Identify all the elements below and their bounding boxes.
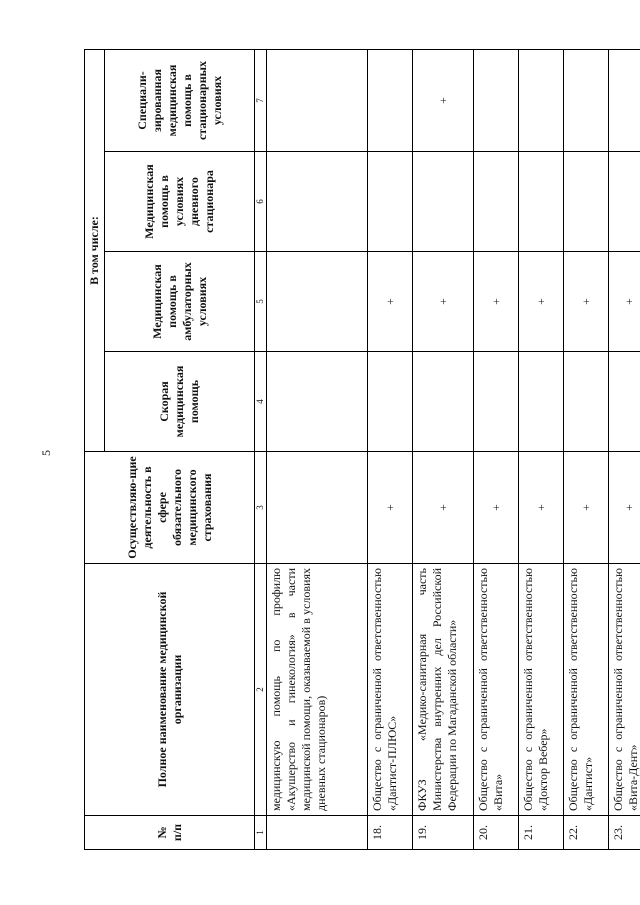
header-emergency: Скорая медицинская помощь (105, 352, 255, 452)
column-number: 1 (255, 816, 267, 850)
oms-mark: + (519, 452, 564, 564)
oms-mark: + (368, 452, 413, 564)
column-number: 4 (255, 352, 267, 452)
table-row (519, 50, 564, 850)
day-stay-mark (413, 152, 474, 252)
column-number: 3 (255, 452, 267, 564)
organization-name: медицинскую помощь по профилю «Акушерство и гинекология» в части медицинской помощи, оказываемой в условиях дневных стационаров) (267, 564, 368, 816)
day-stay-mark (368, 152, 413, 252)
specialized-mark (564, 50, 609, 152)
oms-mark: + (564, 452, 609, 564)
header-day-stay: Медицинская помощь в условиях дневного стационара (105, 152, 255, 252)
ambulatory-mark: + (564, 252, 609, 352)
header-group-including: В том числе: (85, 50, 105, 452)
row-number: 18. (368, 816, 413, 850)
ambulatory-mark: + (474, 252, 519, 352)
ambulatory-mark (267, 252, 368, 352)
emergency-mark (609, 352, 640, 452)
day-stay-mark (519, 152, 564, 252)
header-specialized: Специали-зированная медицинская помощь в стационарных условиях (105, 50, 255, 152)
table-row (564, 50, 609, 850)
organization-name: Общество с ограниченной ответственностью «Вита» (474, 564, 519, 816)
ambulatory-mark: + (413, 252, 474, 352)
row-number (267, 816, 368, 850)
organization-name: ФКУЗ «Медико-санитарная часть Министерства внутренних дел Российской Федерации по Магаданской области» (413, 564, 474, 816)
row-number: 22. (564, 816, 609, 850)
table-row (609, 50, 640, 850)
table-row (267, 50, 368, 850)
emergency-mark (413, 352, 474, 452)
ambulatory-mark: + (519, 252, 564, 352)
table-row (413, 50, 474, 850)
column-number: 6 (255, 152, 267, 252)
organization-name: Общество с ограниченной ответственностью «Вита-Дент» (609, 564, 640, 816)
header-number: № п/п (85, 816, 255, 850)
row-number: 21. (519, 816, 564, 850)
oms-mark: + (474, 452, 519, 564)
specialized-mark (474, 50, 519, 152)
organization-name: Общество с ограниченной ответственностью «Доктор Вебер» (519, 564, 564, 816)
emergency-mark (474, 352, 519, 452)
emergency-mark (267, 352, 368, 452)
day-stay-mark (564, 152, 609, 252)
emergency-mark (368, 352, 413, 452)
row-number: 23. (609, 816, 640, 850)
header-oms: Осуществляю-щие деятельность в сфере обязательного медицинского страхования (85, 452, 255, 564)
emergency-mark (564, 352, 609, 452)
oms-mark: + (609, 452, 640, 564)
header-organization-name: Полное наименование медицинской организации (85, 564, 255, 816)
column-number: 5 (255, 252, 267, 352)
ambulatory-mark: + (609, 252, 640, 352)
header-ambulatory: Медицинская помощь в амбулаторных условиях (105, 252, 255, 352)
specialized-mark (267, 50, 368, 152)
specialized-mark (609, 50, 640, 152)
organization-name: Общество с ограниченной ответственностью «Дантист» (564, 564, 609, 816)
day-stay-mark (609, 152, 640, 252)
row-number: 19. (413, 816, 474, 850)
rotated-page-content (84, 50, 640, 850)
emergency-mark (519, 352, 564, 452)
row-number: 20. (474, 816, 519, 850)
organization-name: Общество с ограниченной ответственностью «Дантист-ПЛЮС» (368, 564, 413, 816)
day-stay-mark (474, 152, 519, 252)
table-row (368, 50, 413, 850)
medical-organizations-table (84, 49, 640, 850)
specialized-mark (368, 50, 413, 152)
table-row (474, 50, 519, 850)
column-number: 2 (255, 564, 267, 816)
column-number: 7 (255, 50, 267, 152)
day-stay-mark (267, 152, 368, 252)
oms-mark (267, 452, 368, 564)
specialized-mark (519, 50, 564, 152)
page-number: 5 (39, 450, 53, 456)
oms-mark: + (413, 452, 474, 564)
ambulatory-mark: + (368, 252, 413, 352)
specialized-mark: + (413, 50, 474, 152)
